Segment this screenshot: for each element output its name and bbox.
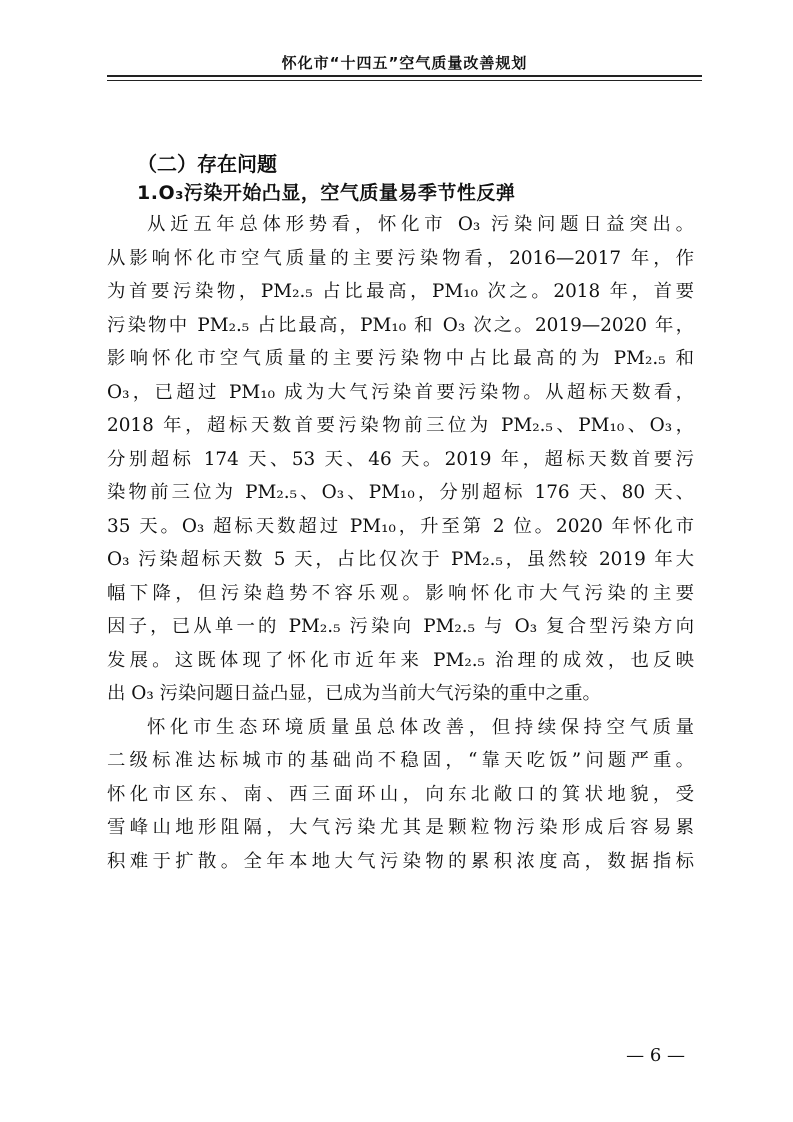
paragraph-line: 积难于扩散。全年本地大气污染物的累积浓度高，数据指标: [107, 850, 694, 872]
paragraph-line: 为首要污染物，PM₂.₅ 占比最高，PM₁₀ 次之。2018 年，首要: [107, 281, 694, 302]
header-rule-thick: [107, 75, 702, 77]
paragraph-line: 污染物中 PM₂.₅ 占比最高，PM₁₀ 和 O₃ 次之。2019—2020 年，: [107, 314, 694, 336]
header-rule-thin: [107, 80, 702, 81]
paragraph-line: 从近五年总体形势看，怀化市 O₃ 污染问题日益突出。: [147, 214, 694, 235]
paragraph-line: 因子，已从单一的 PM₂.₅ 污染向 PM₂.₅ 与 O₃ 复合型污染方向: [107, 616, 694, 637]
paragraph-line: 影响怀化市空气质量的主要污染物中占比最高的为 PM₂.₅ 和: [107, 348, 694, 369]
paragraph-line: 从影响怀化市空气质量的主要污染物看，2016—2017 年，作: [107, 247, 694, 269]
paragraph-line: 染物前三位为 PM₂.₅、O₃、PM₁₀，分别超标 176 天、80 天、: [107, 482, 694, 503]
paragraph-line: 2018 年，超标天数首要污染物前三位为 PM₂.₅、PM₁₀、O₃，: [107, 415, 694, 436]
paragraph-line: 二级标准达标城市的基础尚不稳固，“靠天吃饭”问题严重。: [107, 750, 694, 771]
paragraph-line: 怀化市生态环境质量虽总体改善，但持续保持空气质量: [147, 716, 694, 738]
subsection-heading: 1.O₃污染开始凸显，空气质量易季节性反弹: [137, 182, 516, 204]
document-body: [107, 150, 694, 878]
section-heading: （二）存在问题: [137, 152, 277, 176]
paragraph-line: O₃，已超过 PM₁₀ 成为大气污染首要污染物。从超标天数看，: [107, 381, 694, 403]
paragraph-line: 幅下降，但污染趋势不容乐观。影响怀化市大气污染的主要: [107, 582, 694, 604]
paragraph-line: 分别超标 174 天、53 天、46 天。2019 年，超标天数首要污: [107, 448, 694, 470]
running-header: 怀化市“十四五”空气质量改善规划: [281, 54, 528, 72]
page-number: — 6 —: [626, 1045, 685, 1066]
paragraph-2: [107, 711, 694, 879]
paragraph-line: 怀化市区东、南、西三面环山，向东北敞口的箕状地貌，受: [107, 783, 694, 805]
paragraph-line: 发展。这既体现了怀化市近年来 PM₂.₅ 治理的成效，也反映: [107, 649, 694, 671]
paragraph-1: [107, 208, 694, 711]
paragraph-line: 出 O₃ 污染问题日益凸显，已成为当前大气污染的重中之重。: [107, 683, 601, 704]
paragraph-line: O₃ 污染超标天数 5 天，占比仅次于 PM₂.₅，虽然较 2019 年大: [107, 549, 694, 570]
paragraph-line: 35 天。O₃ 超标天数超过 PM₁₀，升至第 2 位。2020 年怀化市: [107, 515, 694, 537]
paragraph-line: 雪峰山地形阻隔，大气污染尤其是颗粒物污染形成后容易累: [107, 817, 694, 838]
